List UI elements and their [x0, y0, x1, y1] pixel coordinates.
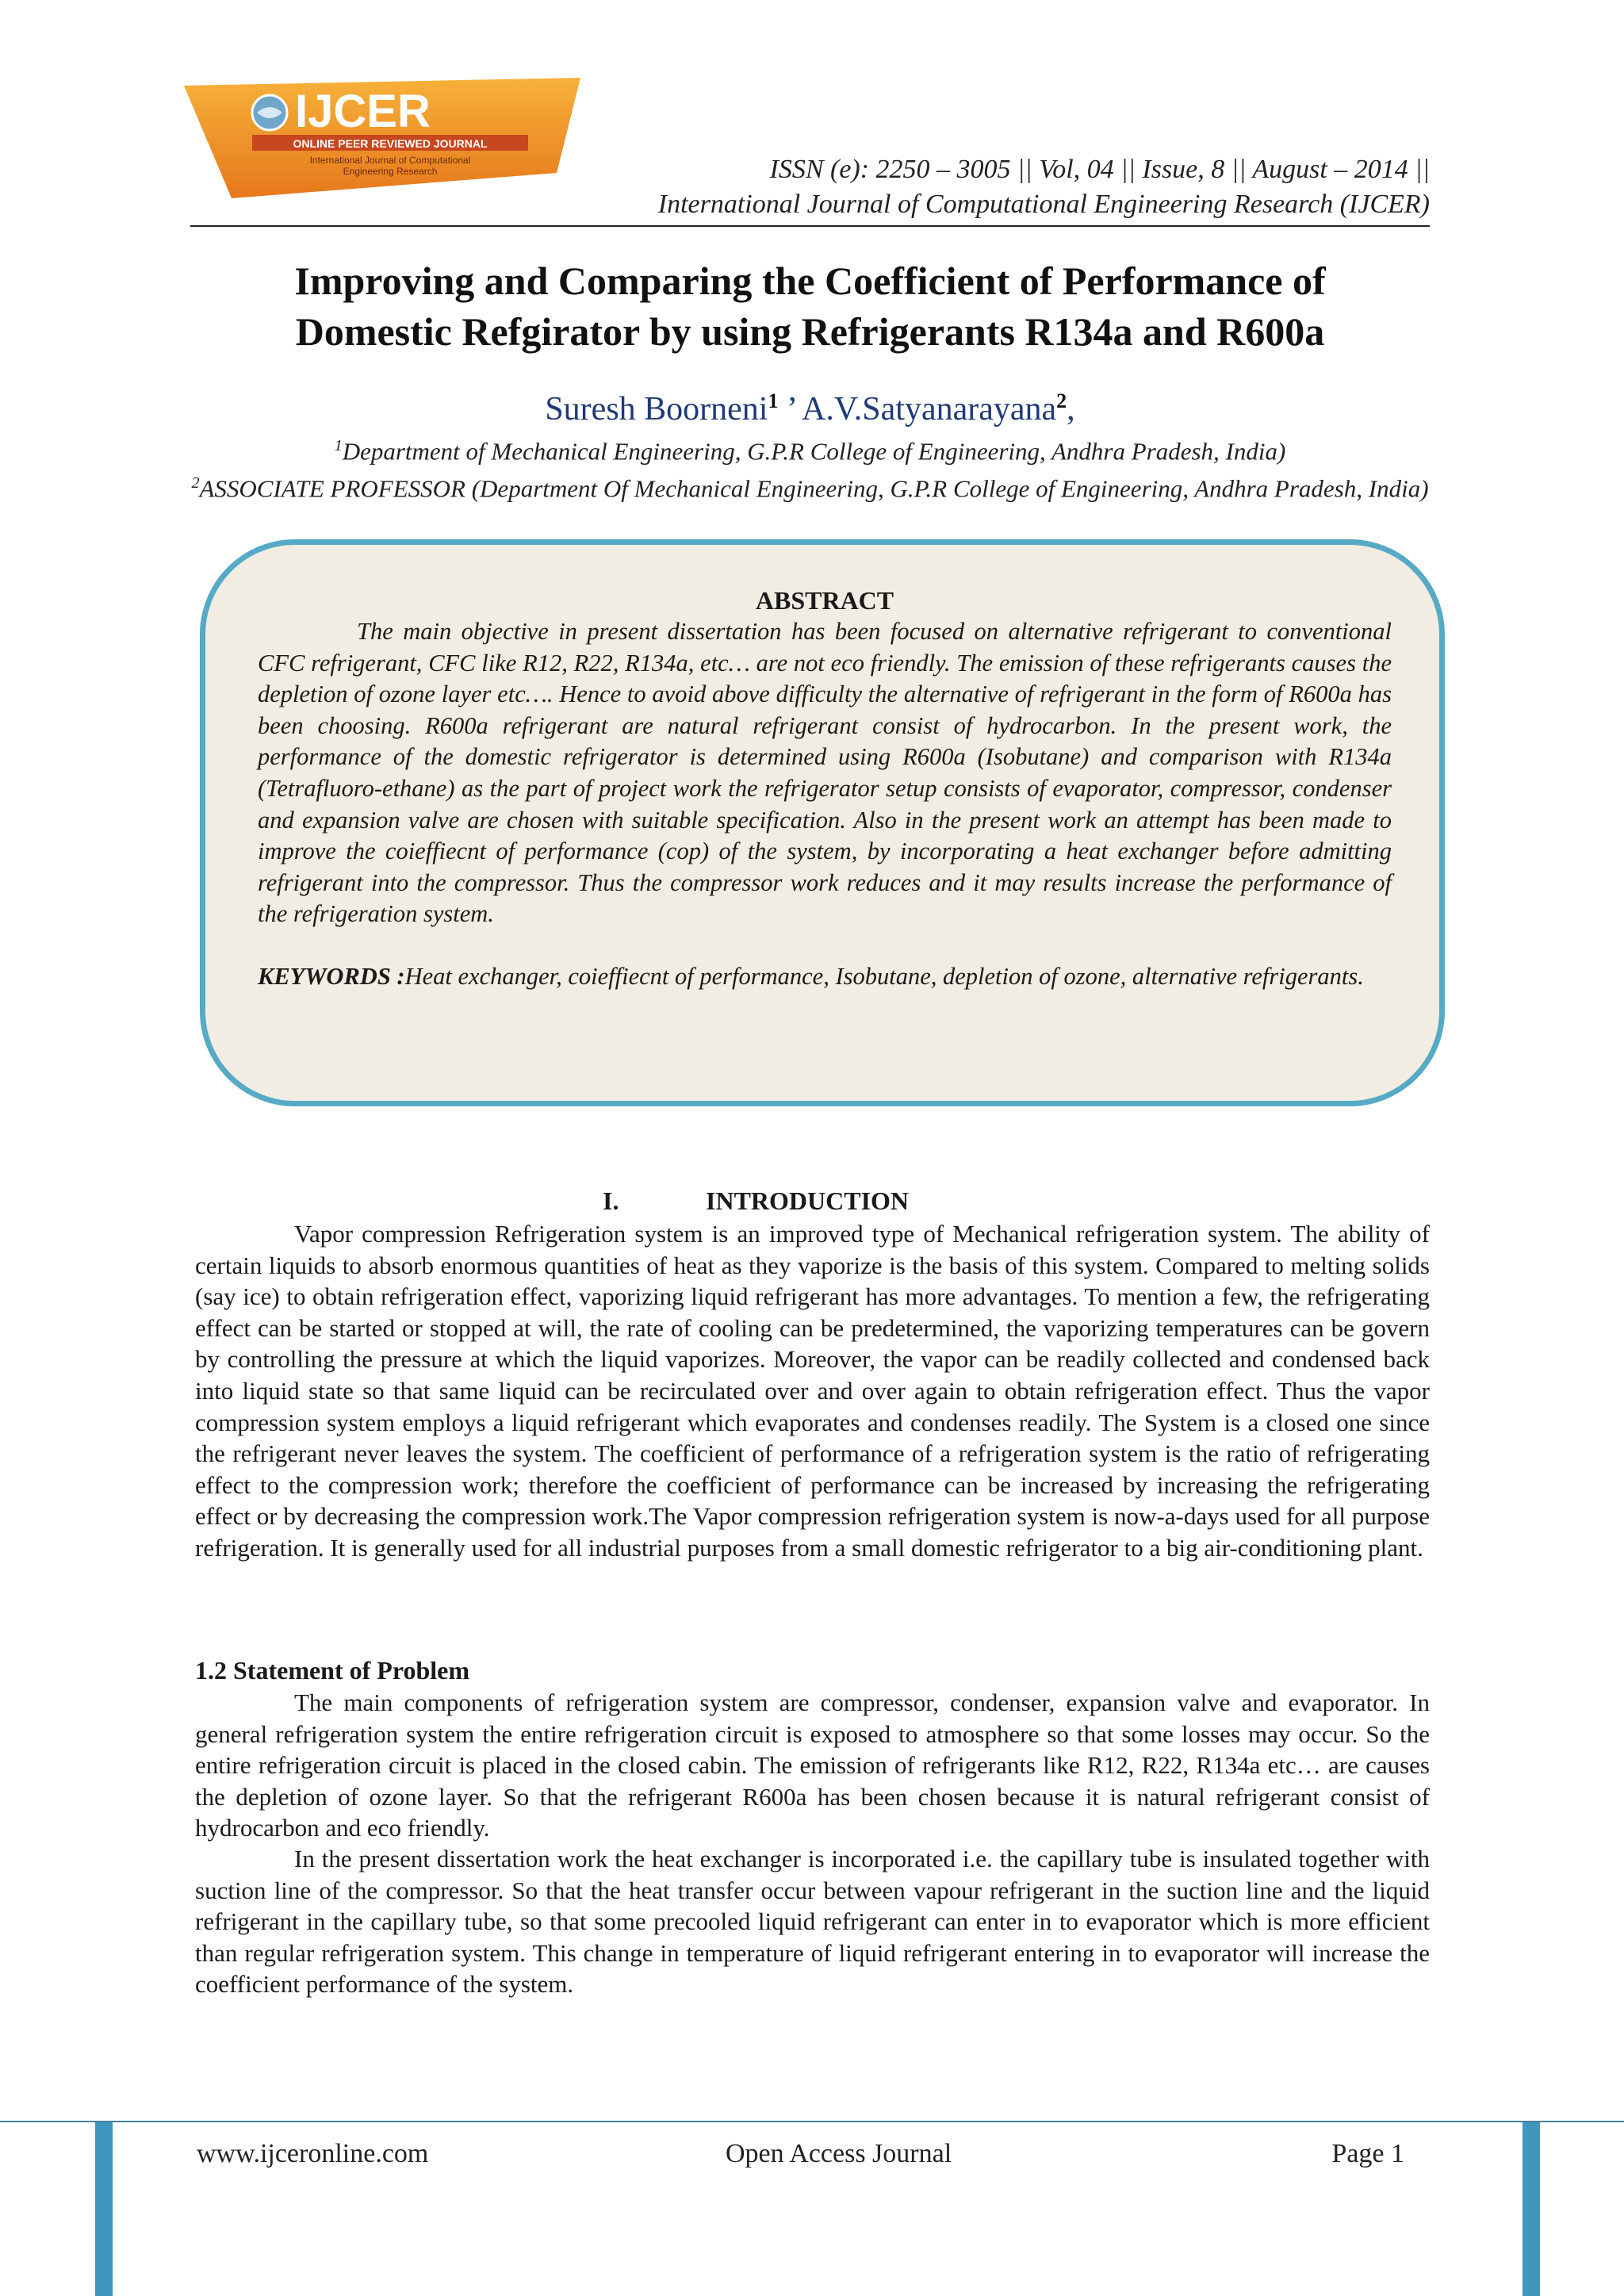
journal-name: International Journal of Computational Engineering Research (IJCER) [657, 190, 1430, 219]
footer-bar-left [95, 2122, 113, 2296]
affiliation-1 [190, 430, 1430, 467]
abstract-box [200, 539, 1445, 1106]
affiliation-1-mark: 1 [334, 437, 343, 454]
subsection-heading-problem: 1.2 Statement of Problem [195, 1656, 469, 1685]
header-divider [190, 225, 1430, 227]
section-number: I. [603, 1186, 619, 1215]
keywords-list: Heat exchanger, coieffiecnt of performance, Isobutane, depletion of ozone, alternative refrigerants. [404, 962, 1364, 990]
section-heading-introduction [190, 1185, 1430, 1217]
affiliation-1-text: Department of Mechanical Engineering, G.P.R College of Engineering, Andhra Pradesh, India) [342, 437, 1286, 466]
author-trailing: , [1067, 391, 1075, 427]
logo-wordmark: IJCER [295, 86, 431, 137]
author-1-affil-mark: 1 [768, 389, 779, 412]
logo-tagline: ONLINE PEER REVIEWED JOURNAL [293, 137, 488, 150]
author-separator: ’ [778, 391, 802, 427]
title-line-1: Improving and Comparing the Coefficient of Performance of [294, 259, 1326, 303]
problem-paragraph-1: The main components of refrigeration system are compressor, condenser, expansion valve and evaporator. In general refrigeration system the entire refrigeration circuit is exposed to atmosphere so that some losses may occur. So the entire refrigeration circuit is placed in the closed cabin. The emission of refrigerants like R12, R22, R134a etc… are causes the depletion of ozone layer. So that the refrigerant R600a has been chosen because it is natural refrigerant consist of hydrocarbon and eco friendly. [195, 1688, 1430, 1842]
footer-divider [0, 2121, 1624, 2122]
problem-paragraph-2: In the present dissertation work the heat exchanger is incorporated i.e. the capillary tube is insulated together with suction line of the compressor. So that the heat transfer occur between vapour refrigerant in the suction line and the liquid refrigerant in the capillary tube, so that some precooled liquid refrigerant can enter in to evaporator which is more efficient than regular refrigeration system. This change in temperature of liquid refrigerant entering in to evaporator will increase the coefficient performance of the system. [195, 1845, 1430, 1999]
affiliation-2 [190, 467, 1430, 504]
logo-subtitle-2: Engineering Research [343, 166, 438, 177]
title-line-2: Domestic Refgirator by using Refrigerants R134a and R600a [295, 309, 1325, 354]
issn-line: ISSN (e): 2250 – 3005 || Vol, 04 || Issue, 8 || August – 2014 || [769, 155, 1430, 184]
journal-info [658, 152, 1430, 222]
affiliations [190, 430, 1430, 505]
intro-paragraph: Vapor compression Refrigeration system is an improved type of Mechanical refrigeration system. The ability of certain liquids to absorb enormous quantities of heat as they vaporize is the basis of this system. Compared to melting solids (say ice) to obtain refrigeration effect, vaporizing liquid refrigerant has more advantages. To mention a few, the refrigerating effect can be started or stopped at will, the rate of cooling can be predetermined, the vaporizing temperatures can be govern by controlling the pressure at which the liquid vaporizes. Moreover, the vapor can be readily collected and condensed back into liquid state so that same liquid can be recirculated over and over again to obtain refrigeration effect. Thus the vapor compression system employs a liquid refrigerant which evaporates and condenses readily. The System is a closed one since the refrigerant never leaves the system. The coefficient of performance of a refrigeration system is the ratio of refrigerating effect to the compression work; therefore the coefficient of performance can be increased by increasing the refrigerating effect or by decreasing the compression work.The Vapor compression refrigeration system is now-a-days used for all purpose refrigeration. It is generally used for all industrial purposes from a small domestic refrigerator to a big air-conditioning plant. [195, 1220, 1430, 1562]
footer-bar-right [1522, 2122, 1540, 2296]
logo-subtitle-1: International Journal of Computational [309, 155, 471, 166]
author-1: Suresh Boorneni [545, 391, 768, 427]
author-list [190, 381, 1430, 430]
abstract-heading: ABSTRACT [755, 586, 894, 615]
paper-title [190, 255, 1430, 357]
keywords [258, 961, 1392, 993]
section-title: INTRODUCTION [706, 1186, 910, 1215]
abstract-text: The main objective in present dissertation has been focused on alternative refrigerant to conventional CFC refrigerant, CFC like R12, R22, R134a, etc… are not eco friendly. The emission of these refrigerants causes the depletion of ozone layer etc…. Hence to avoid above difficulty the alternative of refrigerant in the form of R600a has been choosing. R600a refrigerant are natural refrigerant consist of hydrocarbon. In the present work, the performance of the domestic refrigerator is determined using R600a (Isobutane) and comparison with R134a (Tetrafluoro-ethane) as the part of project work the refrigerator setup consists of evaporator, compressor, condenser and expansion valve are chosen with suitable specification. Also in the present work an attempt has been made to improve the coieffiecnt of performance (cop) of the system, by incorporating a heat exchanger before admitting refrigerant into the compressor. Thus the compressor work reduces and it may results increase the performance of the refrigeration system. [258, 618, 1392, 928]
page-number: Page 1 [1331, 2139, 1404, 2168]
author-2: A.V.Satyanarayana [802, 391, 1057, 427]
keywords-label: KEYWORDS : [258, 962, 405, 990]
affiliation-2-mark: 2 [191, 474, 200, 493]
footer-center-text: Open Access Journal [726, 2139, 952, 2168]
affiliation-2-text: ASSOCIATE PROFESSOR (Department Of Mechanical Engineering, G.P.R College of Engineering, Andhra Pradesh, India) [199, 474, 1429, 503]
footer-url-link[interactable]: www.ijceronline.com [197, 2139, 429, 2168]
ijcer-logo-icon [184, 78, 580, 198]
author-2-affil-mark: 2 [1056, 389, 1067, 412]
